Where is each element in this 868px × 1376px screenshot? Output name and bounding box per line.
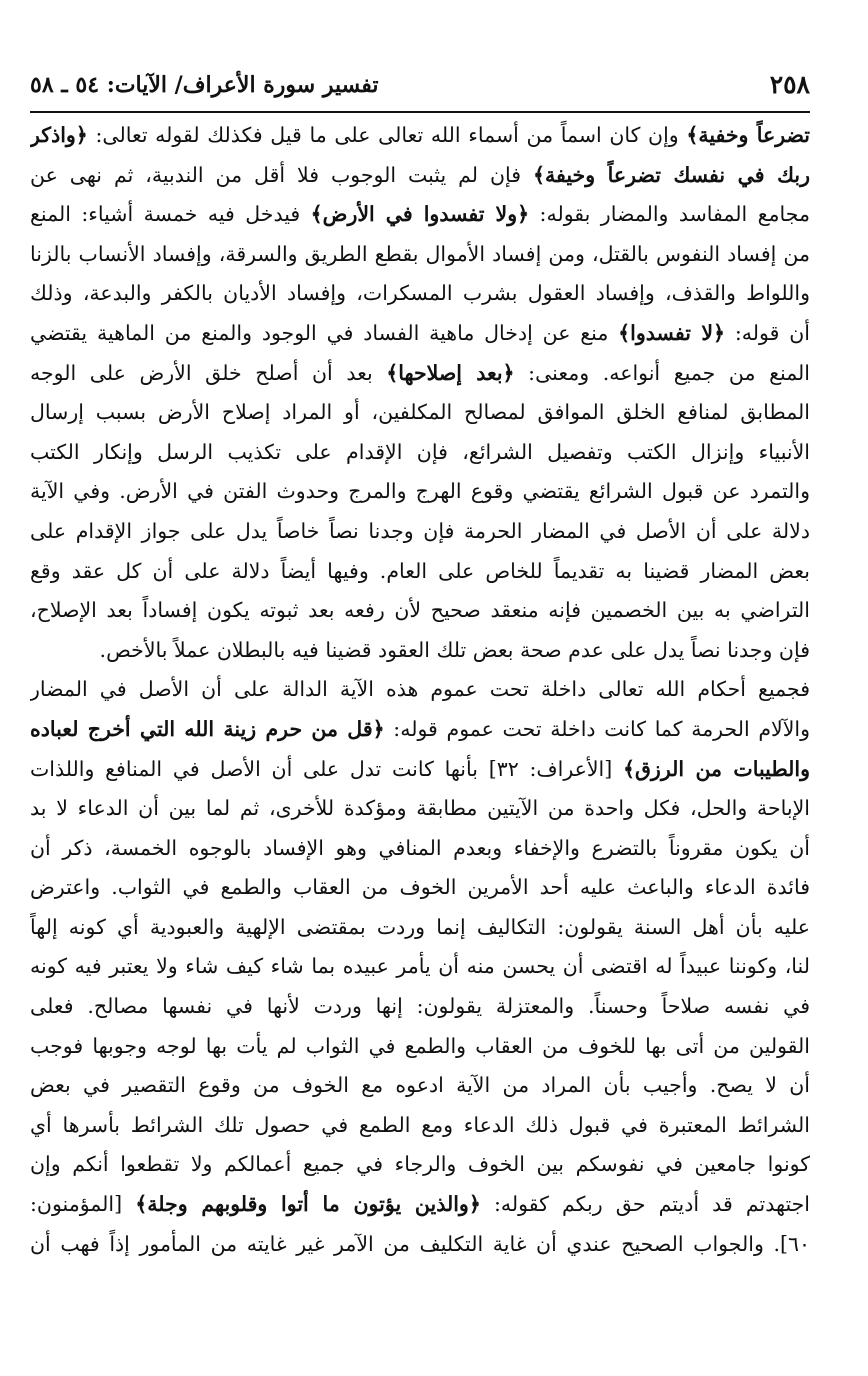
text-segment: من إفساد النفوس بالقتل، ومن إفساد الأموال بقطع الطريق والسرقة، وإفساد الأنساب بالزنا (30, 241, 810, 266)
text-segment: عليه بأن أهل السنة يقولون: التكاليف إنما وردت بمقتضى الإلهية والعبودية أي كونه إلهاً (30, 914, 810, 939)
quran-quote: والطيبات من الرزق﴾ (623, 756, 810, 781)
text-segment: أن قوله: (725, 320, 810, 345)
text-segment: منع عن إدخال ماهية الفساد في الوجود والمنع من الماهية يقتضي (30, 320, 619, 345)
text-line (30, 433, 810, 473)
text-segment: ٦٠]. والجواب الصحيح عندي أن غاية التكليف من الآمر غير غايته من المأمور إذاً فهب أن (30, 1231, 810, 1256)
text-line (30, 710, 810, 750)
text-line (30, 235, 810, 275)
text-line (30, 1066, 810, 1106)
text-line (30, 472, 810, 512)
text-line (30, 354, 810, 394)
text-line (30, 947, 810, 987)
text-line (30, 274, 810, 314)
text-segment: بعد أن أصلح خلق الأرض على الوجه (30, 360, 387, 385)
page-header (30, 68, 810, 104)
text-line (30, 1027, 810, 1067)
text-segment: الأنبياء وإنزال الكتب وتفصيل الشرائع، فإن الإقدام على تكذيب الرسل وإنكار الكتب (30, 439, 810, 464)
header-rule (30, 111, 810, 113)
quran-quote: ربك في نفسك تضرعاً وخيفة﴾ (532, 162, 810, 187)
text-segment: واللواط والقذف، وإفساد العقول بشرب المسكرات، وإفساد الأديان بالكفر والبدعة، وذلك (30, 281, 810, 306)
text-segment: في نفسه صلاحاً وحسناً. والمعتزلة يقولون: إنها وردت لأنها في نفسها مصالح. فعلى (30, 994, 810, 1019)
text-segment: والتمرد عن قبول الشرائع يقتضي وقوع الهرج والمرج وحدوث الفتن في الأرض. وفي الآية (30, 479, 810, 504)
text-segment: اجتهدتم قد أديتم حق ربكم كقوله: (480, 1192, 810, 1217)
text-line (30, 750, 810, 790)
text-line (30, 512, 810, 552)
text-segment: دلالة على أن الأصل في المضار الحرمة فإن وجدنا نصاً خاصاً يدل على جواز الإقدام على (30, 518, 810, 543)
text-segment: وإن كان اسماً من أسماء الله تعالى على ما قيل فكذلك لقوله تعالى: (87, 123, 687, 147)
text-line (30, 631, 810, 671)
text-segment: المطابق لمنافع الخلق الموافق لمصالح المكلفين، أو المراد إصلاح الأرض بسبب إرسال (30, 400, 810, 425)
text-segment: كونوا جامعين في نفوسكم بين الخوف والرجاء في جميع أعمالكم ولا تقطعوا أنكم وإن (30, 1152, 810, 1177)
quran-quote: ﴿واذكر (30, 123, 88, 147)
text-segment: أن لا يصح. وأجيب بأن المراد من الآية ادعوه مع الخوف من وقوع التقصير في بعض (30, 1073, 810, 1098)
text-segment: بعض المضار قضينا به تقديماً للخاص على العام. وفيها أيضاً دلالة على أن كل عقد وقع (30, 558, 810, 583)
body-text (30, 116, 810, 1264)
quran-quote: ﴿والذين يؤتون ما أتوا وقلوبهم وجلة﴾ (135, 1192, 481, 1217)
quran-quote: ﴿بعد إصلاحها﴾ (386, 360, 515, 385)
text-line (30, 789, 810, 829)
text-line (30, 829, 810, 869)
text-segment: فائدة الدعاء والباعث عليه أحد الأمرين الخوف من العقاب والطمع في الثواب. واعترض (30, 875, 810, 900)
text-line (30, 591, 810, 631)
quran-quote: تضرعاً وخفية﴾ (686, 123, 810, 147)
text-segment: القولين من أتى بها للخوف من العقاب والطمع في الثواب لم يأت بها لوجه وجوبها فوجب (30, 1033, 810, 1058)
text-line (30, 156, 810, 196)
text-line (30, 868, 810, 908)
quran-quote: ﴿لا تفسدوا﴾ (618, 320, 726, 345)
text-line (30, 393, 810, 433)
text-line (30, 1145, 810, 1185)
text-line (30, 1225, 810, 1265)
text-segment: فإن لم يثبت الوجوب فلا أقل من الندبية، ثم نهى عن (30, 162, 533, 187)
text-segment: فجميع أحكام الله تعالى داخلة تحت عموم هذه الآية الدالة على أن الأصل في المضار (30, 677, 810, 702)
text-line (30, 552, 810, 592)
text-line (30, 1106, 810, 1146)
text-segment: فإن وجدنا نصاً يدل على عدم صحة بعض تلك العقود قضينا فيه بالبطلان عملاً بالأخص. (99, 637, 810, 662)
text-segment: المنع من جميع أنواعه. ومعنى: (514, 360, 810, 385)
text-segment: فيدخل فيه خمسة أشياء: المنع (30, 202, 311, 227)
text-segment: التراضي به بين الخصمين فإنه منعقد صحيح لأن رفعه بعد ثبوته يكون إفساداً بعد الإصلاح، (30, 598, 810, 623)
text-line (30, 314, 810, 354)
text-segment: والآلام الحرمة كما كانت داخلة تحت عموم قوله: (384, 716, 810, 741)
text-segment: لنا، وكوننا عبيداً له اقتضى أن يحسن منه أن يأمر عبيده بما شاء كيف شاء ولا يعتبر فيه كونه (30, 954, 810, 979)
text-segment: الشرائط المعتبرة في قبول ذلك الدعاء ومع الطمع في حصول تلك الشرائط بأسرها أي (30, 1112, 810, 1137)
text-segment: الإباحة والحل، فكل واحدة من الآيتين مطابقة ومؤكدة للأخرى، ثم لما بين أن الدعاء لا بد (30, 796, 810, 821)
text-line (30, 908, 810, 948)
text-line (30, 670, 810, 710)
running-title: تفسير سورة الأعراف/ الآيات: ٥٤ ـ ٥٨ (30, 72, 379, 98)
text-segment: [الأعراف: ٣٢] بأنها كانت تدل على أن الأصل في المنافع واللذات (30, 756, 624, 781)
quran-quote: ﴿ولا تفسدوا في الأرض﴾ (310, 202, 530, 227)
quran-quote: ﴿قل من حرم زينة الله التي أخرج لعباده (30, 716, 385, 741)
text-line (30, 1185, 810, 1225)
text-segment: [المؤمنون: (30, 1192, 136, 1217)
text-segment: أن يكون مقروناً بالتضرع والإخفاء وبعدم المنافي وهو الإفساد بالوجوه الخمسة، ذكر أن (30, 835, 810, 860)
text-segment: مجامع المفاسد والمضار بقوله: (529, 202, 810, 227)
text-line (30, 987, 810, 1027)
text-line (30, 116, 810, 156)
page-number: ٢٥٨ (769, 70, 810, 99)
text-line (30, 195, 810, 235)
